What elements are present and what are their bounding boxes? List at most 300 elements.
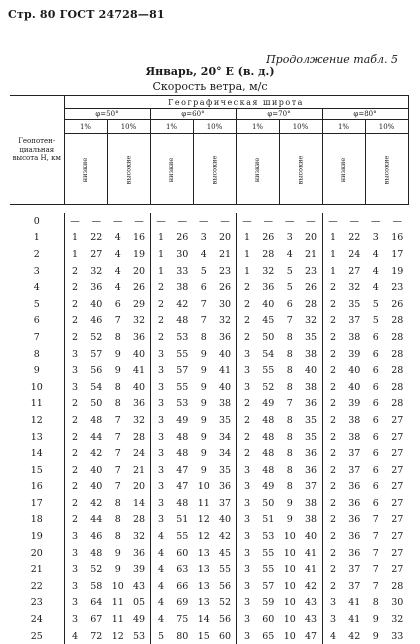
speed-cell: 30 — [176, 248, 189, 260]
speed-cell: 55 — [262, 547, 275, 559]
speed-cell: 7 — [200, 298, 207, 310]
table-row — [10, 512, 408, 529]
speed-cell: 43 — [132, 580, 146, 592]
speed-cell: 2 — [322, 462, 344, 479]
speed-cell: 3 — [150, 346, 172, 363]
speed-cell: 2 — [322, 362, 344, 379]
speed-cell: 38 — [304, 514, 318, 526]
speed-cell: 27 — [391, 547, 404, 559]
speed-cell: 2 — [64, 296, 86, 313]
speed-cell: 53 — [262, 531, 275, 543]
speed-cell: 3 — [236, 595, 258, 612]
speed-cell: 9 — [200, 348, 207, 360]
speed-cell: 2 — [64, 313, 86, 330]
speed-cell: 27 — [391, 431, 404, 443]
speed-cell: 6 — [372, 365, 379, 377]
height-value: 17 — [30, 497, 43, 509]
speed-cell: 9 — [200, 464, 207, 476]
table-row — [10, 263, 408, 280]
speed-cell: 35 — [218, 414, 232, 426]
height-value: 18 — [30, 514, 43, 526]
speed-cell: 50 — [90, 398, 103, 410]
speed-cell: 67 — [90, 614, 103, 626]
speed-cell: 55 — [262, 564, 275, 576]
speed-cell: 42 — [348, 630, 361, 642]
speed-cell: 1 — [150, 263, 172, 280]
speed-cell: 13 — [197, 597, 210, 609]
speed-cell: 69 — [176, 597, 189, 609]
speed-cell: 4 — [200, 248, 207, 260]
height-value: 13 — [30, 431, 43, 443]
speed-cell: 38 — [304, 348, 318, 360]
speed-cell: 3 — [64, 545, 86, 562]
speed-cell: 38 — [348, 414, 361, 426]
height-value: 21 — [30, 564, 43, 576]
speed-cell: 40 — [218, 381, 232, 393]
prob-1pct: 1% — [150, 120, 193, 134]
speed-cell: 20 — [132, 265, 146, 277]
speed-cell: 48 — [262, 431, 275, 443]
height-value: 3 — [33, 265, 40, 277]
table-row — [10, 578, 408, 595]
speed-cell: 5 — [286, 282, 293, 294]
speed-cell: 6 — [372, 398, 379, 410]
speed-cell: 28 — [391, 398, 404, 410]
label-low: низкие — [81, 157, 90, 182]
speed-cell: 8 — [286, 464, 293, 476]
speed-cell: 2 — [64, 445, 86, 462]
speed-cell: 8 — [286, 348, 293, 360]
height-value: 10 — [30, 381, 43, 393]
speed-cell: 7 — [372, 514, 379, 526]
speed-cell: 72 — [90, 630, 103, 642]
speed-cell: 5 — [372, 298, 379, 310]
sub-header-low — [150, 134, 193, 205]
speed-cell: 23 — [218, 265, 232, 277]
height-value: 14 — [30, 448, 43, 460]
speed-cell: 7 — [200, 315, 207, 327]
speed-cell: 10 — [111, 580, 124, 592]
speed-cell: 48 — [90, 547, 103, 559]
speed-cell: 23 — [391, 282, 404, 294]
height-value: 19 — [30, 531, 43, 543]
wind-speed-table — [10, 95, 409, 644]
speed-cell: 40 — [304, 531, 318, 543]
speed-cell: 8 — [114, 331, 121, 343]
speed-cell: 49 — [176, 414, 189, 426]
speed-cell: 40 — [218, 514, 232, 526]
speed-cell: 48 — [262, 464, 275, 476]
speed-cell: 2 — [322, 396, 344, 413]
speed-cell: 3 — [236, 528, 258, 545]
speed-cell: 9 — [200, 431, 207, 443]
height-value: 20 — [30, 547, 43, 559]
speed-cell: 3 — [150, 512, 172, 529]
height-value: 22 — [30, 580, 43, 592]
speed-cell: 28 — [391, 348, 404, 360]
speed-cell: 40 — [90, 298, 103, 310]
speed-cell: 57 — [262, 580, 275, 592]
speed-cell: 38 — [218, 398, 232, 410]
table-row — [10, 595, 408, 612]
speed-cell: 54 — [262, 348, 275, 360]
latitude-50: φ=50° — [64, 109, 150, 120]
speed-cell: 53 — [176, 398, 189, 410]
height-value: 11 — [30, 398, 43, 410]
speed-cell: 7 — [286, 398, 293, 410]
height-value: 25 — [30, 630, 43, 642]
speed-cell: 4 — [114, 282, 121, 294]
speed-cell: — — [113, 215, 123, 227]
speed-cell: 1 — [322, 230, 344, 247]
speed-cell: 9 — [286, 514, 293, 526]
speed-cell: 53 — [176, 331, 189, 343]
speed-cell: 7 — [114, 481, 121, 493]
speed-cell: 35 — [304, 414, 318, 426]
speed-cell: 3 — [236, 611, 258, 628]
speed-cell: 2 — [236, 412, 258, 429]
speed-cell: 10 — [283, 597, 296, 609]
speed-cell: — — [236, 213, 258, 230]
speed-cell: 51 — [262, 514, 275, 526]
speed-cell: 55 — [176, 531, 189, 543]
speed-cell: 52 — [262, 381, 275, 393]
speed-cell: 9 — [200, 448, 207, 460]
speed-cell: 10 — [283, 547, 296, 559]
speed-cell: 35 — [304, 331, 318, 343]
speed-cell: 3 — [64, 561, 86, 578]
height-value: 15 — [30, 464, 43, 476]
speed-cell: 12 — [197, 514, 210, 526]
label-low: низкие — [167, 157, 176, 182]
speed-cell: 55 — [262, 365, 275, 377]
table-row — [10, 246, 408, 263]
height-value: 12 — [30, 414, 43, 426]
speed-cell: 2 — [236, 396, 258, 413]
speed-cell: 40 — [304, 365, 318, 377]
speed-cell: 2 — [64, 429, 86, 446]
speed-cell: 9 — [200, 381, 207, 393]
speed-cell: 2 — [322, 561, 344, 578]
speed-cell: 1 — [150, 246, 172, 263]
height-value: 7 — [33, 331, 40, 343]
speed-cell: 37 — [348, 448, 361, 460]
table-row — [10, 528, 408, 545]
speed-cell: 20 — [304, 232, 318, 244]
sub-header-high — [365, 134, 408, 205]
speed-cell: — — [64, 213, 86, 230]
speed-cell: 19 — [391, 265, 404, 277]
speed-cell: 12 — [197, 531, 210, 543]
speed-cell: 3 — [150, 495, 172, 512]
speed-cell: 22 — [90, 232, 103, 244]
speed-cell: 32 — [132, 531, 146, 543]
speed-cell: 26 — [304, 282, 318, 294]
table-row — [10, 412, 408, 429]
speed-cell: 9 — [114, 564, 121, 576]
speed-cell: 35 — [218, 464, 232, 476]
speed-cell: 7 — [372, 564, 379, 576]
speed-cell: 6 — [372, 431, 379, 443]
speed-cell: 4 — [150, 545, 172, 562]
speed-cell: 4 — [150, 611, 172, 628]
height-value: 5 — [33, 298, 40, 310]
speed-cell: 6 — [372, 414, 379, 426]
speed-cell: 27 — [391, 531, 404, 543]
speed-cell: 27 — [391, 448, 404, 460]
speed-cell: 28 — [132, 514, 146, 526]
speed-cell: 24 — [132, 448, 146, 460]
height-value: 8 — [33, 348, 40, 360]
speed-cell: 28 — [391, 365, 404, 377]
speed-cell: — — [371, 215, 381, 227]
speed-cell: 6 — [372, 381, 379, 393]
speed-cell: 42 — [304, 580, 318, 592]
speed-cell: 36 — [348, 547, 361, 559]
speed-cell: 2 — [236, 445, 258, 462]
speed-cell: 52 — [90, 564, 103, 576]
speed-cell: 6 — [372, 464, 379, 476]
speed-cell: 6 — [114, 298, 121, 310]
label-high: высокие — [296, 155, 305, 184]
speed-cell: 54 — [90, 381, 103, 393]
table-row — [10, 362, 408, 379]
speed-cell: 36 — [348, 514, 361, 526]
speed-cell: 1 — [322, 263, 344, 280]
speed-cell: 56 — [218, 614, 232, 626]
table-row — [10, 545, 408, 562]
speed-cell: 46 — [90, 315, 103, 327]
speed-cell: 6 — [372, 481, 379, 493]
latitude-60: φ=60° — [150, 109, 236, 120]
speed-cell: 28 — [391, 580, 404, 592]
speed-cell: 3 — [150, 445, 172, 462]
speed-cell: 26 — [176, 232, 189, 244]
speed-cell: 53 — [132, 630, 146, 642]
speed-cell: 2 — [64, 396, 86, 413]
speed-cell: 3 — [64, 578, 86, 595]
speed-cell: — — [392, 215, 403, 227]
speed-cell: 33 — [391, 630, 404, 642]
speed-cell: 13 — [197, 547, 210, 559]
speed-cell: 8 — [286, 365, 293, 377]
speed-cell: 43 — [304, 614, 318, 626]
speed-cell: 42 — [90, 497, 103, 509]
speed-cell: 6 — [372, 331, 379, 343]
speed-cell: 3 — [286, 232, 293, 244]
prob-10pct: 10% — [279, 120, 322, 134]
speed-cell: 3 — [150, 462, 172, 479]
height-value: 9 — [33, 365, 40, 377]
speed-cell: 4 — [286, 248, 293, 260]
speed-cell: 48 — [262, 414, 275, 426]
speed-cell: 4 — [372, 248, 379, 260]
speed-cell: 19 — [132, 248, 146, 260]
speed-cell: 2 — [322, 329, 344, 346]
speed-cell: 30 — [218, 298, 232, 310]
speed-cell: 17 — [391, 248, 404, 260]
speed-cell: — — [285, 215, 295, 227]
speed-cell: 3 — [64, 379, 86, 396]
speed-cell: 22 — [348, 232, 361, 244]
speed-cell: 9 — [114, 348, 121, 360]
speed-cell: 15 — [197, 630, 210, 642]
table-row — [10, 296, 408, 313]
speed-cell: 65 — [262, 630, 275, 642]
speed-cell: 1 — [322, 246, 344, 263]
sub-header-low — [64, 134, 107, 205]
speed-cell: 38 — [304, 497, 318, 509]
speed-cell: 48 — [176, 448, 189, 460]
speed-cell: 32 — [348, 282, 361, 294]
table-row — [10, 396, 408, 413]
speed-cell: 3 — [150, 379, 172, 396]
speed-cell: 26 — [132, 282, 146, 294]
speed-cell: 3 — [236, 628, 258, 644]
speed-cell: 24 — [348, 248, 361, 260]
speed-cell: 26 — [262, 232, 275, 244]
speed-cell: 6 — [372, 348, 379, 360]
speed-cell: 2 — [64, 462, 86, 479]
speed-cell: 47 — [176, 464, 189, 476]
height-value: 23 — [30, 597, 43, 609]
speed-cell: 1 — [64, 246, 86, 263]
speed-cell: 7 — [372, 580, 379, 592]
table-row — [10, 329, 408, 346]
speed-cell: 2 — [322, 296, 344, 313]
speed-cell: 9 — [200, 365, 207, 377]
speed-cell: 47 — [304, 630, 318, 642]
speed-cell: 28 — [391, 315, 404, 327]
speed-cell: 3 — [236, 545, 258, 562]
speed-cell: 8 — [286, 381, 293, 393]
speed-cell: 3 — [64, 346, 86, 363]
speed-cell: 3 — [236, 479, 258, 496]
speed-cell: 8 — [114, 381, 121, 393]
speed-cell: 2 — [322, 512, 344, 529]
speed-cell: 39 — [348, 348, 361, 360]
speed-cell: 10 — [283, 630, 296, 642]
speed-cell: 5 — [286, 265, 293, 277]
prob-10pct: 10% — [365, 120, 408, 134]
latitude-header: Географическая широта — [64, 96, 408, 109]
speed-cell: 2 — [64, 479, 86, 496]
speed-cell: 9 — [114, 365, 121, 377]
height-value: 0 — [33, 215, 40, 227]
label-high: высокие — [210, 155, 219, 184]
speed-cell: 2 — [322, 479, 344, 496]
prob-1pct: 1% — [64, 120, 107, 134]
speed-cell: 4 — [114, 265, 121, 277]
height-value: 6 — [33, 315, 40, 327]
speed-cell: 13 — [197, 564, 210, 576]
speed-cell: 40 — [132, 381, 146, 393]
speed-cell: 2 — [322, 429, 344, 446]
speed-cell: 4 — [114, 232, 121, 244]
speed-cell: 10 — [283, 580, 296, 592]
speed-cell: 3 — [64, 595, 86, 612]
speed-cell: 37 — [348, 464, 361, 476]
speed-cell: 42 — [90, 448, 103, 460]
speed-cell: 34 — [218, 431, 232, 443]
speed-cell: 2 — [322, 313, 344, 330]
speed-cell: 36 — [304, 464, 318, 476]
speed-cell: 9 — [372, 630, 379, 642]
speed-cell: 48 — [176, 497, 189, 509]
table-row — [10, 462, 408, 479]
speed-cell: 49 — [262, 398, 275, 410]
speed-cell: 41 — [348, 614, 361, 626]
speed-cell: 4 — [114, 248, 121, 260]
speed-cell: 32 — [304, 315, 318, 327]
speed-cell: 8 — [114, 514, 121, 526]
speed-cell: 3 — [372, 232, 379, 244]
speed-cell: 36 — [132, 398, 146, 410]
latitude-80: φ=80° — [322, 109, 408, 120]
speed-cell: 3 — [150, 412, 172, 429]
speed-cell: — — [177, 215, 187, 227]
speed-cell: 44 — [90, 514, 103, 526]
speed-cell: 7 — [114, 414, 121, 426]
speed-cell: 41 — [348, 597, 361, 609]
speed-cell: 50 — [262, 331, 275, 343]
speed-cell: 2 — [64, 495, 86, 512]
speed-cell: 41 — [218, 365, 232, 377]
speed-cell: 49 — [262, 481, 275, 493]
speed-cell: 1 — [64, 230, 86, 247]
speed-cell: 40 — [348, 381, 361, 393]
speed-cell: 37 — [218, 497, 232, 509]
speed-cell: 5 — [372, 315, 379, 327]
speed-cell: 32 — [132, 414, 146, 426]
speed-cell: 32 — [132, 315, 146, 327]
speed-cell: 40 — [90, 464, 103, 476]
speed-cell: 55 — [176, 348, 189, 360]
speed-cell: — — [91, 215, 101, 227]
speed-cell: 11 — [111, 597, 124, 609]
speed-cell: 2 — [64, 329, 86, 346]
speed-cell: 1 — [236, 230, 258, 247]
speed-cell: 10 — [283, 564, 296, 576]
speed-cell: 43 — [304, 597, 318, 609]
speed-cell: 32 — [218, 315, 232, 327]
speed-cell: 2 — [322, 528, 344, 545]
speed-cell: 21 — [218, 248, 232, 260]
table-continuation-label: Продолжение табл. 5 — [266, 53, 398, 66]
speed-cell: 8 — [114, 398, 121, 410]
speed-cell: 4 — [150, 578, 172, 595]
speed-cell: 2 — [236, 329, 258, 346]
speed-cell: 23 — [304, 265, 318, 277]
speed-cell: 27 — [391, 497, 404, 509]
speed-cell: 05 — [132, 597, 146, 609]
speed-cell: 9 — [286, 497, 293, 509]
speed-cell: 2 — [236, 279, 258, 296]
speed-cell: 4 — [64, 628, 86, 644]
table-row — [10, 479, 408, 496]
speed-cell: 60 — [176, 547, 189, 559]
speed-cell: 28 — [262, 248, 275, 260]
speed-cell: 21 — [304, 248, 318, 260]
prob-1pct: 1% — [236, 120, 279, 134]
speed-cell: 27 — [348, 265, 361, 277]
speed-cell: 58 — [90, 580, 103, 592]
speed-cell: 2 — [150, 329, 172, 346]
speed-cell: 13 — [197, 580, 210, 592]
height-value: 4 — [33, 282, 40, 294]
speed-cell: 3 — [236, 561, 258, 578]
table-row — [10, 611, 408, 628]
